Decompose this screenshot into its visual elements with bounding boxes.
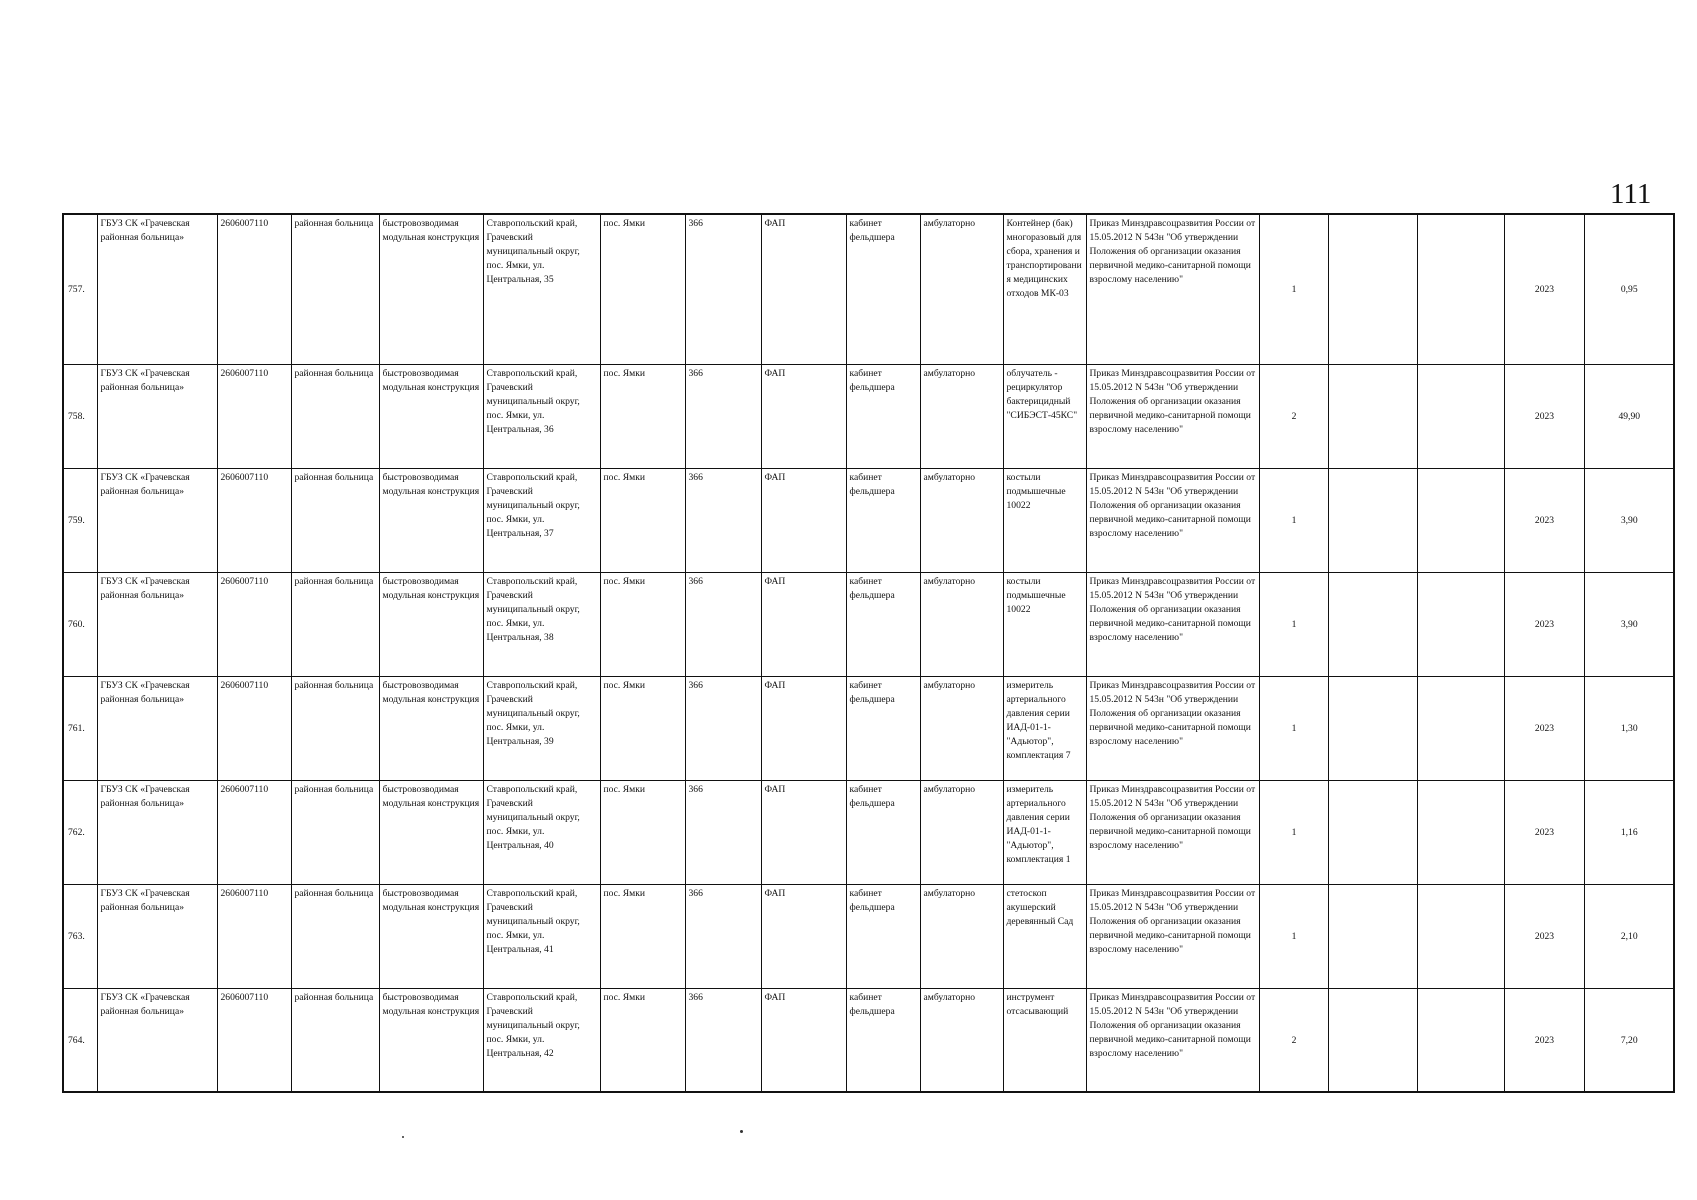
empty-cell [1417,468,1504,572]
inn-cell: 2606007110 [217,988,291,1092]
row-number: 759. [63,468,97,572]
org-type-cell: районная больница [291,214,379,364]
settlement-cell: пос. Ямки [600,884,685,988]
care-mode-cell: амбулаторно [920,214,1003,364]
org-type-cell: районная больница [291,572,379,676]
building-cell: быстровозводимая модульная конструкция [379,676,483,780]
org-type-cell: районная больница [291,676,379,780]
page-number: 111 [1610,178,1652,210]
inn-cell: 2606007110 [217,884,291,988]
quantity-cell: 1 [1259,214,1328,364]
quantity-cell: 1 [1259,468,1328,572]
unit-type-cell: ФАП [761,988,846,1092]
row-number: 762. [63,780,97,884]
year-cell: 2023 [1504,572,1584,676]
address-cell: Ставропольский край, Грачевский муниципальный округ, пос. Ямки, ул. Центральная, 41 [483,884,600,988]
room-cell: кабинет фельдшера [846,468,920,572]
order-cell: Приказ Минздравсоцразвития России от 15.05.2012 N 543н "Об утверждении Положения об организации оказания первичной медико-санитарной помощи взрослому населению" [1086,214,1259,364]
order-cell: Приказ Минздравсоцразвития России от 15.05.2012 N 543н "Об утверждении Положения об организации оказания первичной медико-санитарной помощи взрослому населению" [1086,884,1259,988]
equipment-cell: стетоскоп акушерский деревянный Сад [1003,884,1086,988]
empty-cell [1417,364,1504,468]
quantity-cell: 1 [1259,780,1328,884]
row-number: 764. [63,988,97,1092]
empty-cell [1328,214,1417,364]
settlement-cell: пос. Ямки [600,676,685,780]
table-row [63,780,1674,884]
order-cell: Приказ Минздравсоцразвития России от 15.05.2012 N 543н "Об утверждении Положения об организации оказания первичной медико-санитарной помощи взрослому населению" [1086,468,1259,572]
unit-type-cell: ФАП [761,572,846,676]
room-cell: кабинет фельдшера [846,214,920,364]
unit-type-cell: ФАП [761,676,846,780]
quantity-cell: 1 [1259,884,1328,988]
equipment-cell: измеритель артериального давления серии ИАД-01-1-"Адьютор", комплектация 7 [1003,676,1086,780]
unit-type-cell: ФАП [761,364,846,468]
org-type-cell: районная больница [291,364,379,468]
care-mode-cell: амбулаторно [920,780,1003,884]
empty-cell [1417,676,1504,780]
unit-type-cell: ФАП [761,884,846,988]
empty-cell [1328,988,1417,1092]
unit-type-cell: ФАП [761,214,846,364]
address-cell: Ставропольский край, Грачевский муниципальный округ, пос. Ямки, ул. Центральная, 36 [483,364,600,468]
room-cell: кабинет фельдшера [846,988,920,1092]
population-cell: 366 [685,214,761,364]
equipment-register-table [62,213,1675,1093]
settlement-cell: пос. Ямки [600,214,685,364]
equipment-cell: костыли подмышечные 10022 [1003,572,1086,676]
population-cell: 366 [685,988,761,1092]
empty-cell [1328,572,1417,676]
room-cell: кабинет фельдшера [846,884,920,988]
equipment-cell: облучатель - рециркулятор бактерицидный "СИБЭСТ-45КС" [1003,364,1086,468]
org-type-cell: районная больница [291,884,379,988]
table-row [63,214,1674,364]
table-row [63,676,1674,780]
inn-cell: 2606007110 [217,676,291,780]
inn-cell: 2606007110 [217,364,291,468]
year-cell: 2023 [1504,780,1584,884]
settlement-cell: пос. Ямки [600,468,685,572]
building-cell: быстровозводимая модульная конструкция [379,364,483,468]
org-type-cell: районная больница [291,468,379,572]
care-mode-cell: амбулаторно [920,468,1003,572]
year-cell: 2023 [1504,468,1584,572]
organization-cell: ГБУЗ СК «Грачевская районная больница» [97,884,217,988]
building-cell: быстровозводимая модульная конструкция [379,988,483,1092]
empty-cell [1328,468,1417,572]
organization-cell: ГБУЗ СК «Грачевская районная больница» [97,214,217,364]
quantity-cell: 2 [1259,364,1328,468]
empty-cell [1417,214,1504,364]
inn-cell: 2606007110 [217,468,291,572]
settlement-cell: пос. Ямки [600,988,685,1092]
table-row [63,468,1674,572]
unit-type-cell: ФАП [761,468,846,572]
amount-cell: 0,95 [1584,214,1674,364]
table-row [63,572,1674,676]
building-cell: быстровозводимая модульная конструкция [379,468,483,572]
building-cell: быстровозводимая модульная конструкция [379,780,483,884]
order-cell: Приказ Минздравсоцразвития России от 15.05.2012 N 543н "Об утверждении Положения об организации оказания первичной медико-санитарной помощи взрослому населению" [1086,364,1259,468]
address-cell: Ставропольский край, Грачевский муниципальный округ, пос. Ямки, ул. Центральная, 37 [483,468,600,572]
amount-cell: 3,90 [1584,572,1674,676]
order-cell: Приказ Минздравсоцразвития России от 15.05.2012 N 543н "Об утверждении Положения об организации оказания первичной медико-санитарной помощи взрослому населению" [1086,572,1259,676]
inn-cell: 2606007110 [217,572,291,676]
empty-cell [1417,572,1504,676]
amount-cell: 1,30 [1584,676,1674,780]
building-cell: быстровозводимая модульная конструкция [379,884,483,988]
building-cell: быстровозводимая модульная конструкция [379,214,483,364]
settlement-cell: пос. Ямки [600,780,685,884]
care-mode-cell: амбулаторно [920,988,1003,1092]
organization-cell: ГБУЗ СК «Грачевская районная больница» [97,468,217,572]
address-cell: Ставропольский край, Грачевский муниципальный округ, пос. Ямки, ул. Центральная, 40 [483,780,600,884]
population-cell: 366 [685,468,761,572]
care-mode-cell: амбулаторно [920,572,1003,676]
address-cell: Ставропольский край, Грачевский муниципальный округ, пос. Ямки, ул. Центральная, 39 [483,676,600,780]
row-number: 763. [63,884,97,988]
building-cell: быстровозводимая модульная конструкция [379,572,483,676]
organization-cell: ГБУЗ СК «Грачевская районная больница» [97,572,217,676]
inn-cell: 2606007110 [217,780,291,884]
population-cell: 366 [685,884,761,988]
settlement-cell: пос. Ямки [600,572,685,676]
year-cell: 2023 [1504,214,1584,364]
room-cell: кабинет фельдшера [846,572,920,676]
amount-cell: 49,90 [1584,364,1674,468]
scan-speck [402,1136,404,1138]
amount-cell: 3,90 [1584,468,1674,572]
organization-cell: ГБУЗ СК «Грачевская районная больница» [97,364,217,468]
order-cell: Приказ Минздравсоцразвития России от 15.05.2012 N 543н "Об утверждении Положения об организации оказания первичной медико-санитарной помощи взрослому населению" [1086,988,1259,1092]
amount-cell: 7,20 [1584,988,1674,1092]
quantity-cell: 1 [1259,572,1328,676]
year-cell: 2023 [1504,884,1584,988]
quantity-cell: 1 [1259,676,1328,780]
order-cell: Приказ Минздравсоцразвития России от 15.05.2012 N 543н "Об утверждении Положения об организации оказания первичной медико-санитарной помощи взрослому населению" [1086,780,1259,884]
table-row [63,988,1674,1092]
year-cell: 2023 [1504,676,1584,780]
equipment-cell: Контейнер (бак) многоразовый для сбора, хранения и транспортирования медицинских отходов МК-03 [1003,214,1086,364]
population-cell: 366 [685,780,761,884]
care-mode-cell: амбулаторно [920,884,1003,988]
equipment-cell: инструмент отсасывающий [1003,988,1086,1092]
year-cell: 2023 [1504,988,1584,1092]
table-row [63,364,1674,468]
empty-cell [1328,676,1417,780]
population-cell: 366 [685,364,761,468]
population-cell: 366 [685,572,761,676]
amount-cell: 1,16 [1584,780,1674,884]
empty-cell [1417,884,1504,988]
quantity-cell: 2 [1259,988,1328,1092]
organization-cell: ГБУЗ СК «Грачевская районная больница» [97,676,217,780]
inn-cell: 2606007110 [217,214,291,364]
empty-cell [1417,988,1504,1092]
year-cell: 2023 [1504,364,1584,468]
row-number: 757. [63,214,97,364]
empty-cell [1417,780,1504,884]
address-cell: Ставропольский край, Грачевский муниципальный округ, пос. Ямки, ул. Центральная, 42 [483,988,600,1092]
room-cell: кабинет фельдшера [846,780,920,884]
room-cell: кабинет фельдшера [846,364,920,468]
table-row [63,884,1674,988]
organization-cell: ГБУЗ СК «Грачевская районная больница» [97,988,217,1092]
scan-speck [740,1130,743,1133]
table-body [63,214,1674,1092]
organization-cell: ГБУЗ СК «Грачевская районная больница» [97,780,217,884]
equipment-cell: костыли подмышечные 10022 [1003,468,1086,572]
amount-cell: 2,10 [1584,884,1674,988]
address-cell: Ставропольский край, Грачевский муниципальный округ, пос. Ямки, ул. Центральная, 38 [483,572,600,676]
settlement-cell: пос. Ямки [600,364,685,468]
equipment-cell: измеритель артериального давления серии ИАД-01-1-"Адьютор", комплектация 1 [1003,780,1086,884]
care-mode-cell: амбулаторно [920,364,1003,468]
empty-cell [1328,884,1417,988]
population-cell: 366 [685,676,761,780]
order-cell: Приказ Минздравсоцразвития России от 15.05.2012 N 543н "Об утверждении Положения об организации оказания первичной медико-санитарной помощи взрослому населению" [1086,676,1259,780]
unit-type-cell: ФАП [761,780,846,884]
org-type-cell: районная больница [291,780,379,884]
address-cell: Ставропольский край, Грачевский муниципальный округ, пос. Ямки, ул. Центральная, 35 [483,214,600,364]
empty-cell [1328,364,1417,468]
row-number: 761. [63,676,97,780]
room-cell: кабинет фельдшера [846,676,920,780]
org-type-cell: районная больница [291,988,379,1092]
row-number: 760. [63,572,97,676]
care-mode-cell: амбулаторно [920,676,1003,780]
empty-cell [1328,780,1417,884]
row-number: 758. [63,364,97,468]
